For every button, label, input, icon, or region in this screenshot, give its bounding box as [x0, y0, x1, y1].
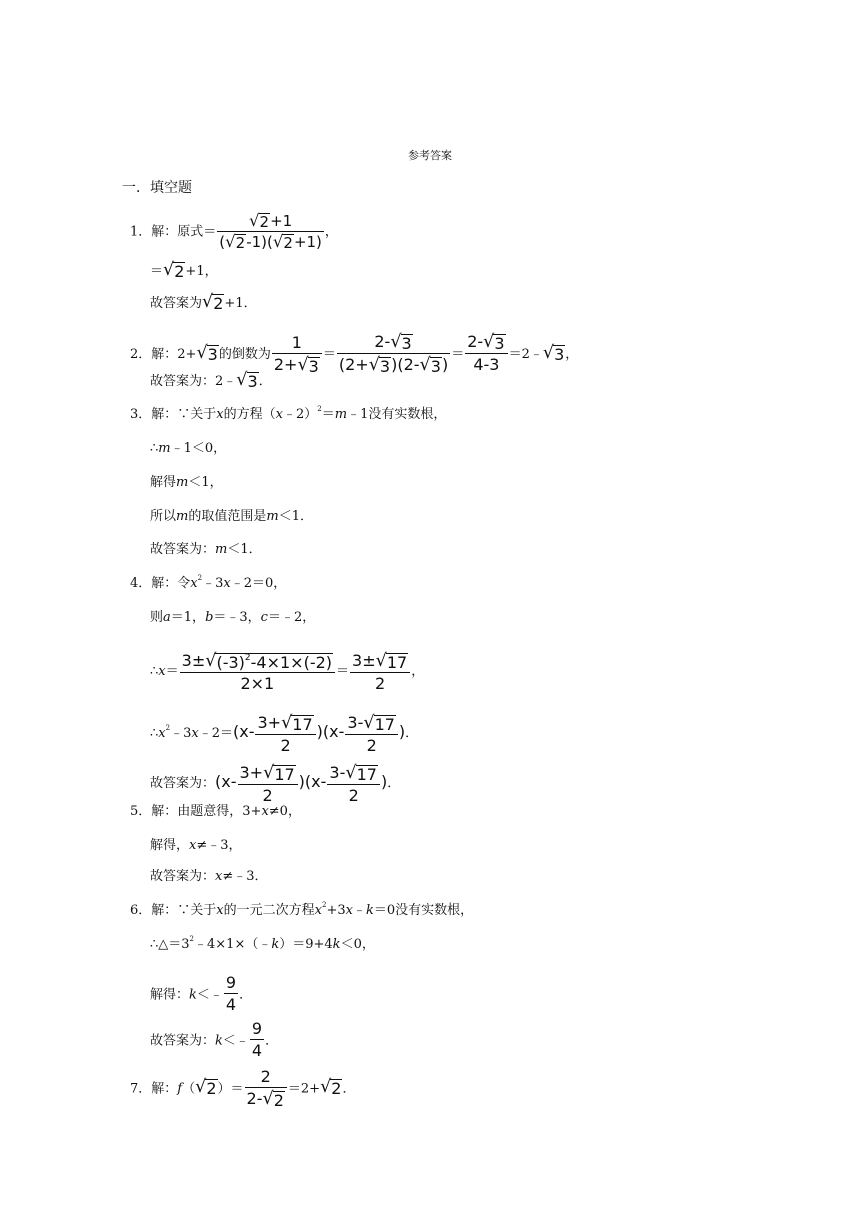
- q2-fraction-3: 2- √ 3 4-3: [465, 333, 507, 374]
- q6-line-3: 解得：k＜﹣ $\frac{9}{4}$ ．: [150, 973, 253, 1015]
- q6-fraction-1: $\frac{9}{4}$: [225, 973, 237, 1015]
- q5-line-1: 5．解：由题意得，3+x≠0，: [130, 804, 301, 819]
- q4-quadratic-formula: 3± √ $(-3)^2-4\times 1\times(-2)$ 2×1: [180, 652, 335, 693]
- q5-answer: 故答案为：x≠﹣3．: [150, 869, 268, 884]
- q2-line-1: 2．解：2+ √ 3 的倒数为 1 2+ √ 3 ＝ 2- √ 3 (2+ √ 3 )(2- √ 3 ) ＝ 2- √ 3 4-3 ＝2﹣ √ 3 ，: [130, 332, 579, 376]
- q4-line-3: ∴x＝ 3± √ $(-3)^2-4\times 1\times(-2)$ 2×1 ＝ 3± √ 17 2 ，: [150, 651, 425, 693]
- q4-factor-2: 3- √ 17 2: [345, 714, 398, 755]
- q6-fraction-2: $\frac{9}{4}$: [251, 1019, 263, 1061]
- q3-line-4: 所以m的取值范围是m＜1．: [150, 509, 313, 524]
- q1-line-1: 1．解：原式＝ √ 2 +1 ( √ 2 -1)( √ 2 +1) ，: [130, 211, 338, 253]
- q4-answer-factor-2: 3- √ 17 2: [327, 764, 380, 805]
- q4-answer-factor-1: 3+ √ 17 2: [238, 764, 298, 805]
- q3-line-2: ∴m﹣1＜0，: [150, 441, 227, 456]
- q1-answer: 故答案为 √ 2 +1．: [150, 292, 257, 313]
- q2-answer: 故答案为：2﹣ √ 3 ．: [150, 370, 272, 391]
- q1-prefix: 1．解：原式＝: [130, 224, 217, 240]
- q4-line-4: $\therefore x^2﹣3x﹣2=(x-$ 3+ √ 17 2 )(x- 3- √ 17 2 )．: [150, 713, 419, 755]
- q3-answer: 故答案为：m＜1．: [150, 542, 262, 557]
- q6-answer: 故答案为：k＜﹣ $\frac{9}{4}$ ．: [150, 1019, 279, 1061]
- page-title: 参考答案: [408, 149, 452, 162]
- q3-line-3: 解得m＜1，: [150, 475, 223, 490]
- q1-line-2: ＝ √ 2 +1，: [150, 260, 218, 281]
- q5-line-2: 解得，x≠﹣3，: [150, 838, 242, 853]
- section-heading: 一．填空题: [122, 180, 192, 196]
- q4-roots-fraction: 3± √ 17 2: [350, 652, 410, 693]
- q4-line-2: 则a＝1，b＝﹣3，c＝﹣2，: [150, 610, 316, 625]
- q4-factor-1: 3+ √ 17 2: [255, 714, 315, 755]
- q7-fraction: 2 2- √ 2: [245, 1068, 287, 1109]
- q1-fraction: √ 2 +1 ( √ 2 -1)( √ 2 +1): [219, 211, 322, 253]
- q4-line-1: 4．解：令$x^2﹣3x﹣2=0$，: [130, 574, 287, 591]
- q6-line-2: $\therefore\triangle=3^2﹣4\times 1\times(﹣k)=9+4k<0$，: [150, 935, 375, 952]
- q3-line-1: 3．解：∵关于x的方程（x﹣2）$^2$＝m﹣1没有实数根，: [130, 405, 447, 422]
- q2-fraction-1: 1 2+ √ 3: [272, 334, 322, 375]
- q6-line-1: 6．解：∵关于x的一元二次方程$x^2+3x﹣k=0$没有实数根，: [130, 901, 474, 918]
- q7-line-1: 7．解：f（ √ 2 ）＝ 2 2- √ 2 ＝2+ √ 2 ．: [130, 1067, 356, 1111]
- q4-answer: 故答案为：(x- 3+ √ 17 2 )(x- 3- √ 17 2 )．: [150, 763, 401, 805]
- q2-fraction-2: 2- √ 3 (2+ √ 3 )(2- √ 3 ): [338, 332, 449, 376]
